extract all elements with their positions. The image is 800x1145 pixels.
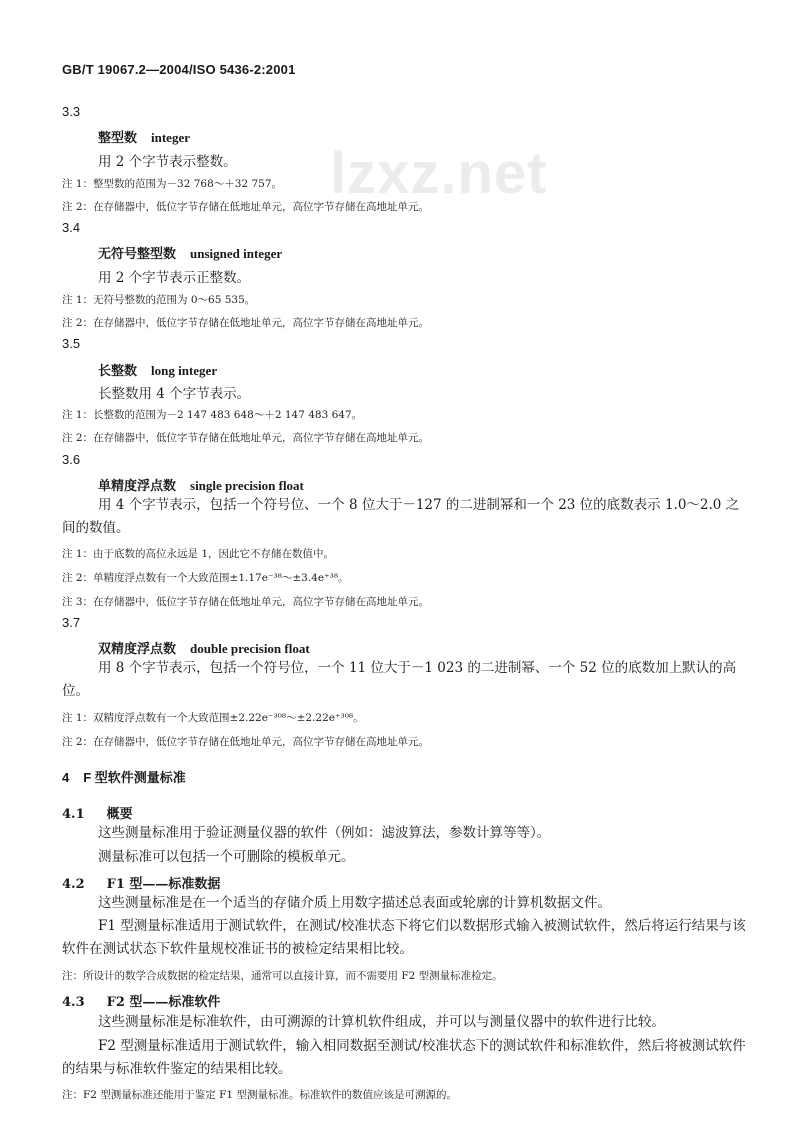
definition: 用 4 个字节表示，包括一个符号位、一个 8 位大于－127 的二进制幂和一个 23 位的底数表示 1.0～2.0 之间的数值。 [62,497,740,536]
paragraph: F2 型测量标准适用于测试软件，输入相同数据至测试/校准状态下的测试软件和标准软件，然后将被测试软件的结果与标准软件鉴定的结果相比较。 [62,1038,746,1077]
note: 注：F2 型测量标准还能用于鉴定 F1 型测量标准。标准软件的数值应该是可溯源的。 [62,1089,457,1101]
definition: 用 2 个字节表示整数。 [98,154,237,170]
note: 注 2：在存储器中，低位字节存储在低地址单元，高位字节存储在高地址单元。 [62,317,430,329]
term-en: long integer [151,363,218,378]
subsection-number: 4.2 [62,877,85,892]
note: 注 1：双精度浮点数有一个大致范围±2.22e⁻³⁰⁸～±2.22e⁺³⁰⁸。 [62,712,364,724]
term-zh: 单精度浮点数 [98,479,177,494]
paragraph: 这些测量标准是在一个适当的存储介质上用数字描述总表面或轮廓的计算机数据文件。 [98,895,611,911]
term-heading [98,360,217,379]
term-heading [98,127,190,146]
term-zh: 长整数 [98,364,138,379]
subsection-title: F2 型——标准软件 [106,995,221,1010]
term-en: integer [151,130,190,145]
subsection-number: 4.1 [62,807,85,822]
note: 注 1：无符号整数的范围为 0～65 535。 [62,294,256,306]
subsection-heading [62,803,133,822]
term-zh: 无符号整型数 [98,247,177,262]
note: 注 2：在存储器中，低位字节存储在低地址单元，高位字节存储在高地址单元。 [62,201,430,213]
paragraph: 这些测量标准用于验证测量仪器的软件（例如：滤波算法，参数计算等等）。 [98,825,551,841]
note: 注：所设计的数学合成数据的检定结果，通常可以直接计算，而不需要用 F2 型测量标准检定。 [62,970,503,982]
note: 注 3：在存储器中，低位字节存储在低地址单元，高位字节存储在高地址单元。 [62,596,430,608]
paragraph: 这些测量标准是标准软件，由可溯源的计算机软件组成，并可以与测量仪器中的软件进行比较。 [98,1014,665,1030]
clause-number: 3.5 [62,336,81,351]
subsection-heading [62,991,220,1010]
term-en: unsigned integer [190,246,283,261]
subsection-title: 概要 [106,807,133,822]
subsection-number: 4.3 [62,995,85,1010]
subsection-heading [62,873,220,892]
clause-number: 3.6 [62,452,81,467]
note: 注 2：在存储器中，低位字节存储在低地址单元，高位字节存储在高地址单元。 [62,432,430,444]
note: 注 1：长整数的范围为－2 147 483 648～＋2 147 483 647。 [62,409,363,421]
definition: 长整数用 4 个字节表示。 [98,386,251,402]
note: 注 1：由于底数的高位永远是 1，因此它不存储在数值中。 [62,548,335,560]
section-title: F 型软件测量标准 [83,770,186,785]
term-zh: 整型数 [98,131,138,146]
note: 注 2：单精度浮点数有一个大致范围±1.17e⁻³⁸～±3.4e⁺³⁸。 [62,572,349,584]
note: 注 2：在存储器中，低位字节存储在低地址单元，高位字节存储在高地址单元。 [62,736,430,748]
subsection-title: F1 型——标准数据 [106,877,221,892]
section-heading [62,767,186,786]
term-heading [98,638,310,657]
term-en: double precision float [190,641,310,656]
section-number: 4 [62,770,70,785]
watermark: lzxz.net [330,141,548,206]
term-en: single precision float [190,478,304,493]
clause-number: 3.4 [62,220,81,235]
definition: 用 8 个字节表示，包括一个符号位，一个 11 位大于－1 023 的二进制幂、一个 52 位的底数加上默认的高位。 [62,660,737,699]
clause-number: 3.3 [62,104,81,119]
paragraph: F1 型测量标准适用于测试软件，在测试/校准状态下将它们以数据形式输入被测试软件，然后将运行结果与该软件在测试状态下软件量规校准证书的被检定结果相比较。 [62,918,746,957]
term-heading [98,475,304,494]
paragraph: 测量标准可以包括一个可删除的模板单元。 [98,849,355,865]
term-heading [98,243,282,262]
standard-header: GB/T 19067.2—2004/ISO 5436-2:2001 [62,62,296,77]
term-zh: 双精度浮点数 [98,642,177,657]
note: 注 1：整型数的范围为－32 768～＋32 757。 [62,178,282,190]
clause-number: 3.7 [62,615,81,630]
definition: 用 2 个字节表示正整数。 [98,270,251,286]
